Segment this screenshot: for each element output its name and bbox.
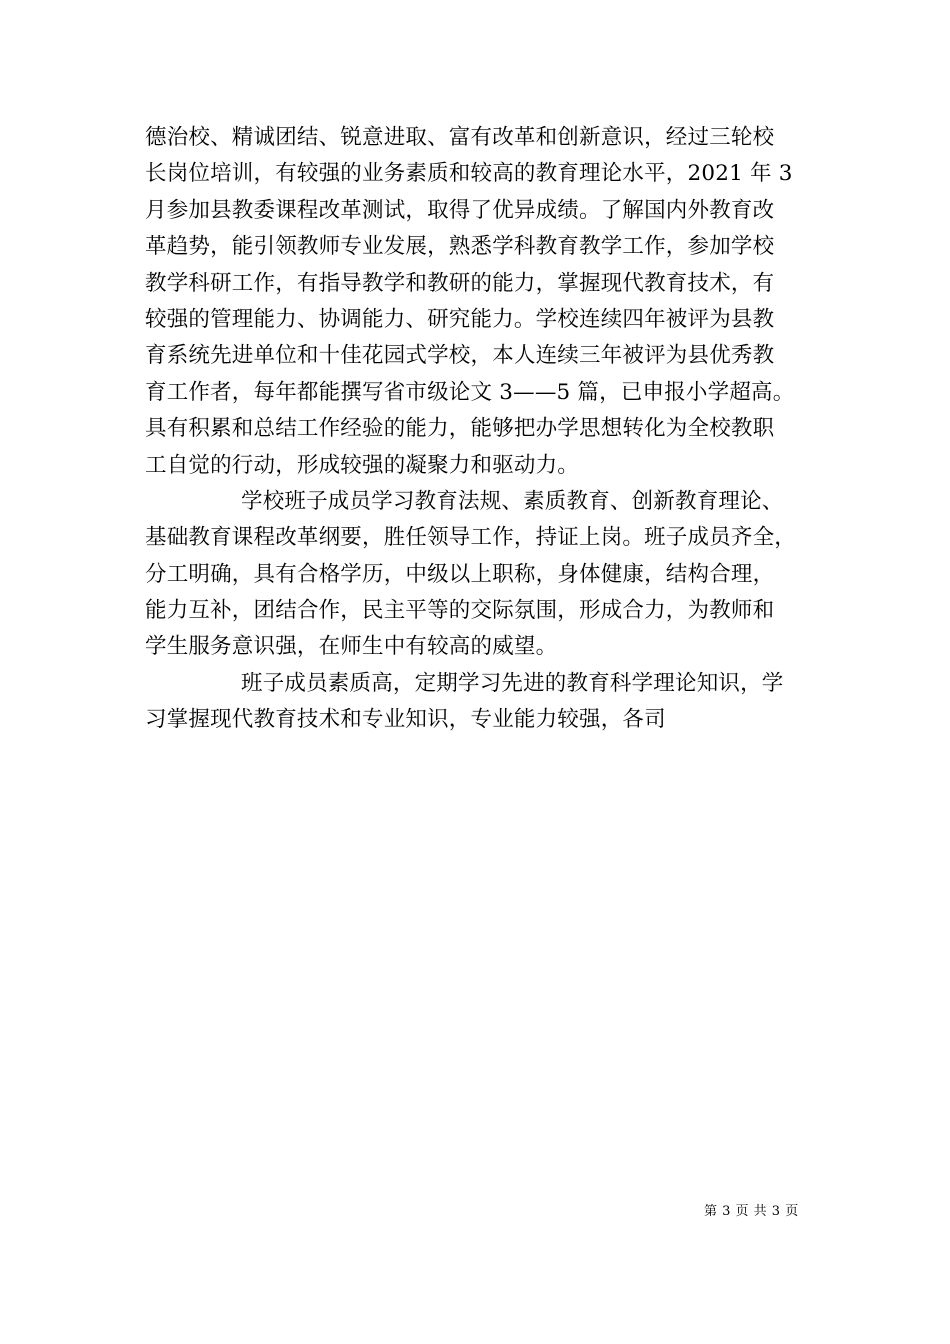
text-line: 分工明确，具有合格学历，中级以上职称，身体健康，结构合理， bbox=[145, 561, 775, 587]
text-line: 德治校、精诚团结、锐意进取、富有改革和创新意识，经过三轮校 bbox=[145, 125, 775, 150]
paragraph-first-line: 学校班子成员学习教育法规、素质教育、创新教育理论、 bbox=[241, 488, 784, 514]
text-line: 较强的管理能力、协调能力、研究能力。学校连续四年被评为县教 bbox=[145, 306, 775, 332]
text-line: 能力互补，团结合作，民主平等的交际氛围，形成合力，为教师和 bbox=[145, 598, 775, 624]
text-line: 育系统先进单位和十佳花园式学校，本人连续三年被评为县优秀教 bbox=[145, 343, 775, 369]
text-line: 长岗位培训，有较强的业务素质和较高的教育理论水平，2021 年 3 bbox=[145, 161, 793, 187]
text-line: 具有积累和总结工作经验的能力，能够把办学思想转化为全校教职 bbox=[145, 416, 775, 442]
document-body bbox=[145, 120, 825, 739]
text-line: 育工作者，每年都能撰写省市级论文 3——5 篇，已申报小学超高。 bbox=[145, 379, 795, 405]
text-line: 革趋势，能引领教师专业发展，熟悉学科教育教学工作，参加学校 bbox=[145, 234, 775, 260]
text-line: 月参加县教委课程改革测试，取得了优异成绩。了解国内外教育改 bbox=[145, 197, 775, 223]
text-line: 工自觉的行动，形成较强的凝聚力和驱动力。 bbox=[145, 452, 580, 478]
paragraph-first-line: 班子成员素质高，定期学习先进的教育科学理论知识，学 bbox=[241, 670, 784, 696]
text-line: 基础教育课程改革纲要，胜任领导工作，持证上岗。班子成员齐全， bbox=[145, 525, 797, 551]
text-line: 习掌握现代教育技术和专业知识，专业能力较强，各司 bbox=[145, 707, 666, 733]
text-line: 教学科研工作，有指导教学和教研的能力，掌握现代教育技术，有 bbox=[145, 270, 775, 296]
page-number: 第 3 页 共 3 页 bbox=[704, 1204, 799, 1219]
text-line: 学生服务意识强，在师生中有较高的威望。 bbox=[145, 634, 558, 660]
